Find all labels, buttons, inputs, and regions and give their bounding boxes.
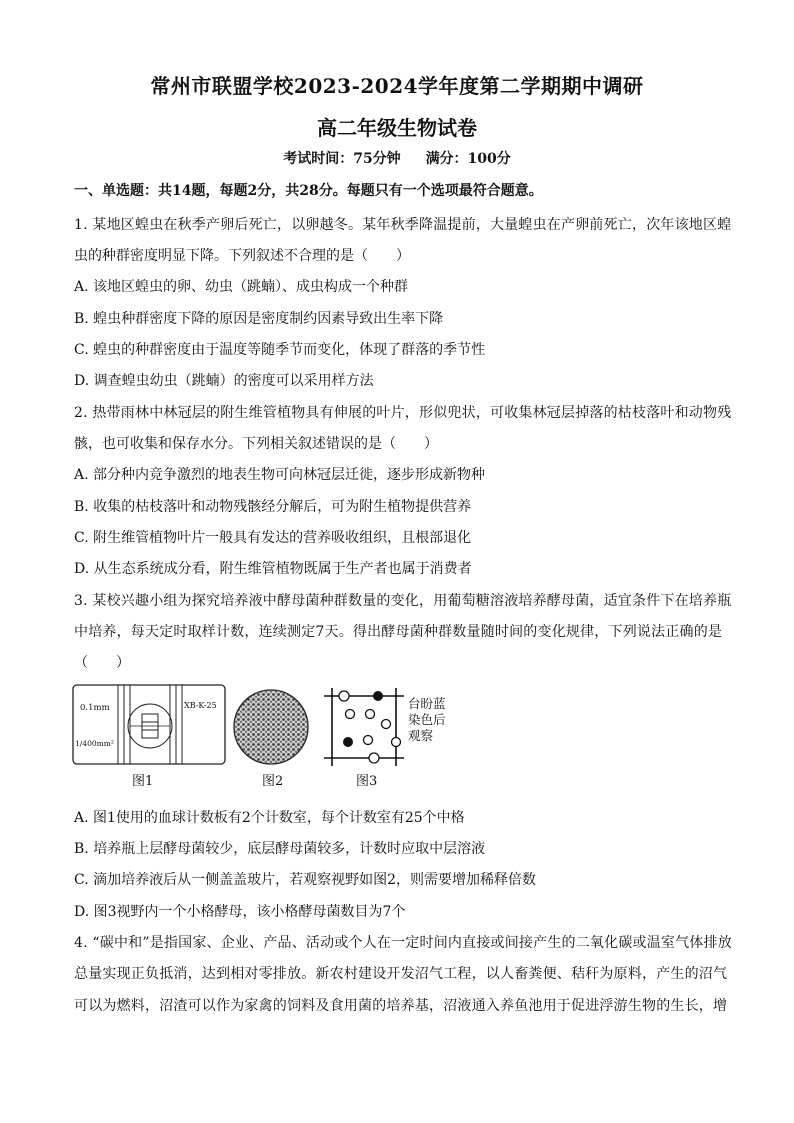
- microscope-field-figure: [232, 688, 310, 766]
- q3-stem-line3: （ ）: [74, 655, 130, 671]
- q4-stem-line3: 可以为燃料，沼渣可以作为家禽的饲料及食用菌的培养基，沼液通入养鱼池用于促进浮游生物的生长，增: [74, 998, 728, 1014]
- stain-note-line3: 观察: [408, 728, 434, 743]
- model-label: XB-K-25: [184, 701, 217, 710]
- section-heading: 一、单选题：共14题，每题2分，共28分。每题只有一个选项最符合题意。: [74, 183, 543, 199]
- q4-stem-line2: 总量实现正负抵消，达到相对零排放。新农村建设开发沼气工程，以人畜粪便、秸秆为原料，产生的沼气: [74, 966, 728, 982]
- q3-option-c: C. 滴加培养液后从一侧盖盖玻片，若观察视野如图2，则需要增加稀释倍数: [74, 872, 537, 888]
- q1-option-b: B. 蝗虫种群密度下降的原因是密度制约因素导致出生率下降: [74, 311, 444, 327]
- q3-option-b: B. 培养瓶上层酵母菌较少，底层酵母菌较多，计数时应取中层溶液: [74, 841, 486, 857]
- fig3-caption: 图3: [356, 774, 378, 789]
- stain-note-line2: 染色后: [408, 712, 446, 727]
- q2-option-c: C. 附生维管植物叶片一般具有发达的营养吸收组织，且根部退化: [74, 530, 472, 546]
- full-score: 满分：100分: [425, 151, 511, 167]
- q2-stem-line2: 骸，也可收集和保存水分。下列相关叙述错误的是（ ）: [74, 436, 438, 452]
- q1-option-d: D. 调查蝗虫幼虫（跳蝻）的密度可以采用样方法: [74, 373, 374, 389]
- exam-time: 考试时间：75分钟: [283, 151, 401, 167]
- stain-note-line1: 台盼蓝: [408, 696, 446, 711]
- q4-stem-line1: 4. “碳中和”是指国家、企业、产品、活动或个人在一定时间内直接或间接产生的二氧化碳或温室气体排放: [74, 935, 732, 951]
- fig2-caption: 图2: [262, 774, 284, 789]
- q1-stem-line1: 1. 某地区蝗虫在秋季产卵后死亡，以卵越冬。某年秋季降温提前，大量蝗虫在产卵前死亡，次年该地区蝗: [74, 217, 732, 233]
- q2-stem-line1: 2. 热带雨林中林冠层的附生维管植物具有伸展的叶片，形似兜状，可收集林冠层掉落的枯枝落叶和动物残: [74, 405, 732, 421]
- q3-stem-line1: 3. 某校兴趣小组为探究培养液中酵母菌种群数量的变化，用葡萄糖溶液培养酵母菌，适宜条件下在培养瓶: [74, 593, 732, 609]
- chamber-depth-label: 0.1mm: [80, 703, 110, 713]
- exam-subtitle: 高二年级生物试卷: [317, 116, 477, 140]
- q3-option-a: A. 图1使用的血球计数板有2个计数室，每个计数室有25个中格: [74, 810, 465, 826]
- counting-grid-figure: [322, 686, 406, 768]
- q1-option-c: C. 蝗虫的种群密度由于温度等随季节而变化，体现了群落的季节性: [74, 342, 486, 358]
- q3-option-d: D. 图3视野内一个小格酵母，该小格酵母菌数目为7个: [74, 904, 406, 920]
- q2-option-a: A. 部分种内竞争激烈的地表生物可向林冠层迁徙，逐步形成新物种: [74, 467, 486, 483]
- q1-stem-line2: 虫的种群密度明显下降。下列叙述不合理的是（ ）: [74, 248, 410, 264]
- exam-title: 常州市联盟学校2023-2024学年度第二学期期中调研: [150, 74, 644, 98]
- fig1-caption: 图1: [132, 774, 154, 789]
- q1-option-a: A. 该地区蝗虫的卵、幼虫（跳蝻）、成虫构成一个种群: [74, 279, 409, 295]
- q3-stem-line2: 中培养，每天定时取样计数，连续测定7天。得出酵母菌种群数量随时间的变化规律，下列说法正确的是: [74, 624, 723, 640]
- q2-option-d: D. 从生态系统成分看，附生维管植物既属于生产者也属于消费者: [74, 561, 472, 577]
- stain-note: [408, 696, 446, 744]
- grid-area-label: 1/400mm²: [75, 739, 114, 748]
- exam-meta: [0, 148, 794, 168]
- hemocytometer-figure: [72, 684, 226, 766]
- q2-option-b: B. 收集的枯枝落叶和动物残骸经分解后，可为附生植物提供营养: [74, 499, 472, 515]
